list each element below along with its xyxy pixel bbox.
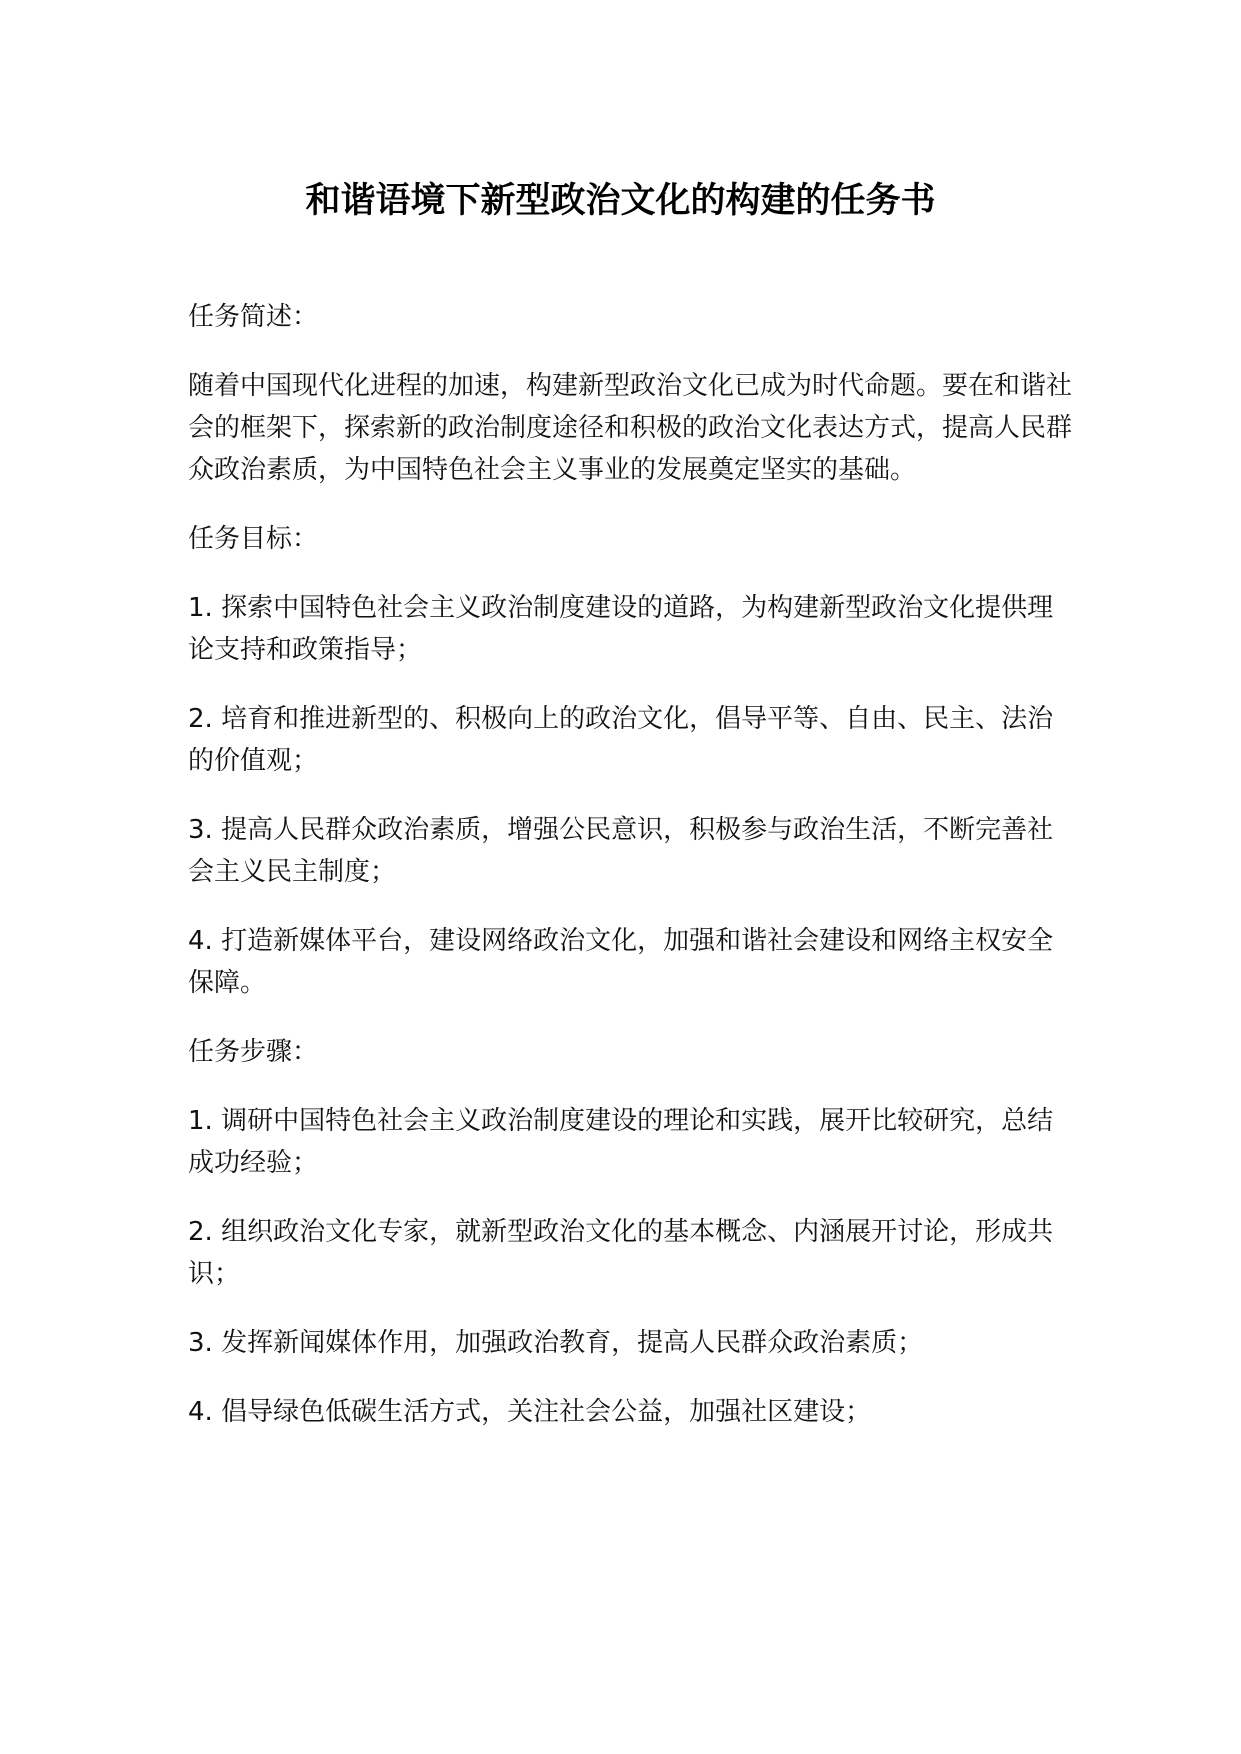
document-title: 和谐语境下新型政治文化的构建的任务书 <box>305 181 936 221</box>
goal-item-3: 3. 提高人民群众政治素质，增强公民意识，积极参与政治生活，不断完善社会主义民主制度； <box>188 815 1054 887</box>
goal-item-4: 4. 打造新媒体平台，建设网络政治文化，加强和谐社会建设和网络主权安全保障。 <box>188 926 1054 998</box>
goal-item-2: 2. 培育和推进新型的、积极向上的政治文化，倡导平等、自由、民主、法治的价值观； <box>188 704 1054 776</box>
document-body <box>188 296 1073 1460</box>
step-item-4: 4. 倡导绿色低碳生活方式，关注社会公益，加强社区建设； <box>188 1397 872 1427</box>
goal-item-1: 1. 探索中国特色社会主义政治制度建设的道路，为构建新型政治文化提供理论支持和政策指导； <box>188 593 1054 665</box>
step-item-1: 1. 调研中国特色社会主义政治制度建设的理论和实践，展开比较研究，总结成功经验； <box>188 1106 1054 1178</box>
step-item-3: 3. 发挥新闻媒体作用，加强政治教育，提高人民群众政治素质； <box>188 1328 924 1358</box>
overview-paragraph: 随着中国现代化进程的加速，构建新型政治文化已成为时代命题。要在和谐社会的框架下，探索新的政治制度途径和积极的政治文化表达方式，提高人民群众政治素质，为中国特色社会主义事业的发展奠定坚实的基础。 <box>188 371 1073 485</box>
overview-heading: 任务简述： <box>188 302 319 332</box>
step-item-2: 2. 组织政治文化专家，就新型政治文化的基本概念、内涵展开讨论，形成共识； <box>188 1217 1054 1289</box>
goals-heading: 任务目标： <box>188 524 319 554</box>
steps-heading: 任务步骤： <box>188 1037 319 1067</box>
